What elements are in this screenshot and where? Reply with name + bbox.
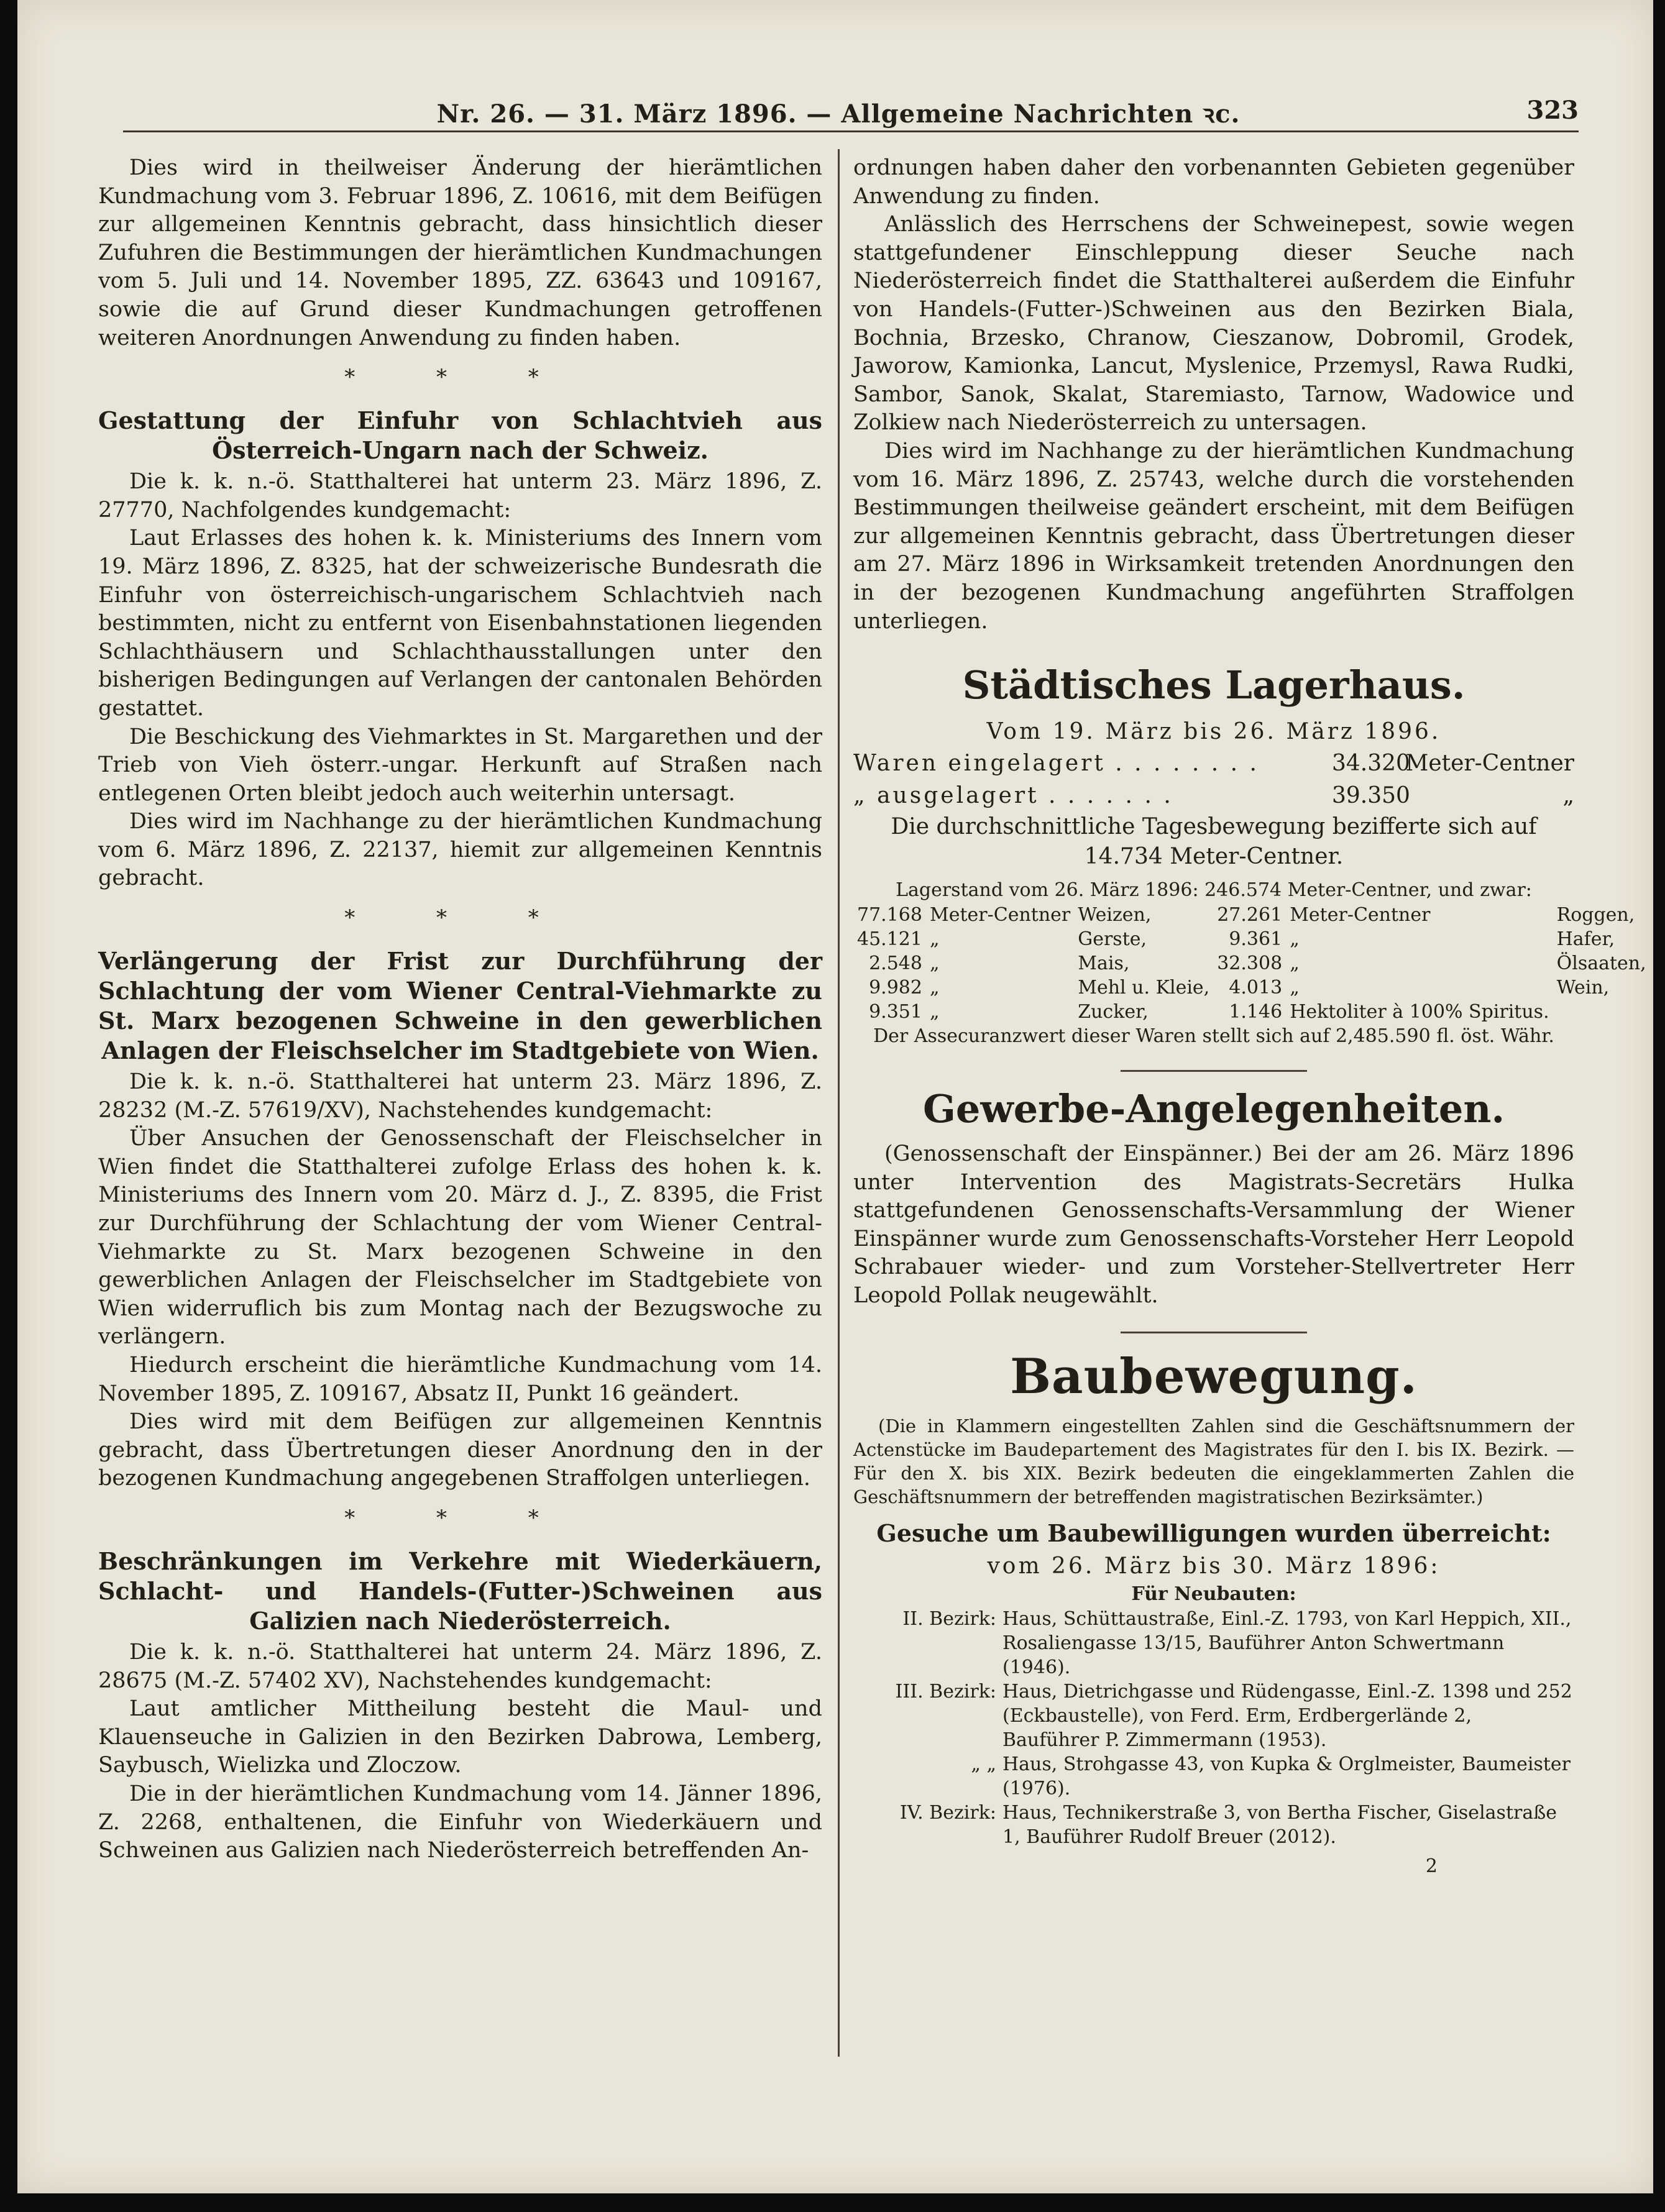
lagerhaus-period: Vom 19. März bis 26. März 1896.	[986, 719, 1441, 745]
avg-value: 14.734 Meter-Centner.	[1084, 844, 1344, 870]
list-item	[853, 1752, 1574, 1801]
table-row	[853, 1000, 1650, 1024]
bau-period: vom 26. März bis 30. März 1896:	[987, 1553, 1441, 1579]
list-item	[853, 1607, 1574, 1680]
section-rule	[1121, 1332, 1307, 1333]
table-cell: Mehl u. Kleie,	[1078, 977, 1210, 999]
table-cell: Gerste,	[1078, 928, 1147, 951]
table-cell: Meter-Centner	[929, 904, 1071, 926]
stat-unit: „	[1562, 783, 1574, 809]
table-cell: Hektoliter à 100% Spiritus.	[1290, 1001, 1549, 1023]
newspaper-page	[17, 0, 1653, 2193]
signature-mark: 2	[1425, 1855, 1438, 1877]
section-separator: * * *	[344, 1505, 576, 1530]
table-cell: „	[929, 953, 940, 975]
table-cell: Roggen,	[1556, 904, 1635, 926]
stat-label: „ ausgelagert . . . . . . .	[853, 783, 1173, 809]
table-cell: 4.013	[1229, 977, 1283, 999]
stat-unit: Meter-Centner	[1405, 751, 1574, 777]
assecuranz-line: Der Assecuranzwert dieser Waren stellt sich auf 2,485.590 fl. öst. Währ.	[873, 1025, 1554, 1048]
bau-note: (Die in Klammern eingestellten Zahlen sind die Geschäftsnummern der Actenstücke im Baudepartement des Magistrates für den I. bis IX. Bezirk. — Für den X. bis XIX. Bezirk bedeuten die eingeklammerten Zahlen die Geschäftsnummern der betreffenden magistratischen Bezirksämter.)	[853, 1415, 1574, 1507]
table-row	[853, 927, 1650, 951]
paragraph: Hiedurch erscheint die hierämtliche Kundmachung vom 14. November 1895, Z. 109167, Absatz II, Punkt 16 geändert.	[98, 1353, 822, 1406]
bau-entries	[853, 1607, 1574, 1849]
stat-label: Waren eingelagert . . . . . . . .	[853, 751, 1259, 777]
paragraph: Die k. k. n.-ö. Statthalterei hat unterm 23. März 1896, Z. 28232 (M.-Z. 57619/XV), Nachstehendes kundgemacht:	[98, 1069, 822, 1123]
section-title-lagerhaus: Städtisches Lagerhaus.	[962, 662, 1465, 708]
header-rule	[123, 130, 1579, 132]
paragraph: Laut amtlicher Mittheilung besteht die Maul- und Klauenseuche in Galizien in den Bezirken Dabrowa, Lemberg, Saybusch, Wielizka und Zloczow.	[98, 1696, 822, 1778]
article-heading: Gestattung der Einfuhr von Schlachtvieh aus Österreich-Ungarn nach der Schweiz.	[98, 406, 822, 465]
article-heading: Beschränkungen im Verkehre mit Wiederkäuern, Schlacht- und Handels-(Futter-)Schweinen aus Galizien nach Niederösterreich.	[98, 1547, 822, 1635]
list-item	[853, 1680, 1574, 1752]
table-cell: Zucker,	[1078, 1001, 1149, 1023]
column-divider	[838, 149, 840, 2057]
table-cell: „	[929, 928, 940, 951]
table-cell: „	[1290, 928, 1300, 951]
table-cell: „	[929, 977, 940, 999]
entry-text: Haus, Strohgasse 43, von Kupka & Orglmeister, Baumeister (1976).	[1002, 1753, 1571, 1799]
table-cell: 45.121	[857, 928, 922, 951]
paragraph: Dies wird im Nachhange zu der hierämtlichen Kundmachung vom 6. März 1896, Z. 22137, hiemit zur allgemeinen Kenntnis gebracht.	[98, 809, 822, 891]
table-cell: 1.146	[1229, 1001, 1283, 1023]
entry-text: Haus, Dietrichgasse und Rüdengasse, Einl.-Z. 1398 und 252 (Eckbaustelle), von Ferd. Erm, Erdbergerlände 2, Bauführer P. Zimmermann (1953).	[1002, 1680, 1572, 1751]
table-cell: 27.261	[1217, 904, 1283, 926]
stat-value: 39.350	[1332, 783, 1410, 809]
right-column	[853, 154, 1646, 1879]
header-title: Nr. 26. — 31. März 1896. — Allgemeine Nachrichten ꝛc.	[436, 99, 1241, 129]
stat-row-eingelagert	[853, 747, 1574, 780]
table-cell: 9.361	[1229, 928, 1283, 951]
paragraph: Über Ansuchen der Genossenschaft der Fleischselcher in Wien findet die Statthalterei zufolge Erlass des hohen k. k. Ministeriums des Innern vom 20. März d. J., Z. 8395, die Frist zur Durchführung der Schlachtung der vom Wiener Central-Viehmarkte zu St. Marx bezogenen Schweine in den gewerblichen Anlagen der Fleischselcher im Stadtgebiete von Wien widerruflich bis zum Montag nach der Bezugswoche zu verlängern.	[98, 1126, 822, 1350]
section-title-gewerbe: Gewerbe-Angelegenheiten.	[922, 1086, 1505, 1132]
paragraph: (Genossenschaft der Einspänner.) Bei der am 26. März 1896 unter Intervention des Magistrats-Secretärs Hulka stattgefundenen Genossenschafts-Versammlung der Wiener Einspänner wurde zum Genossenschafts-Vorsteher Herr Leopold Schrabauer wieder- und zum Vorsteher-Stellvertreter Herr Leopold Pollak neugewählt.	[853, 1141, 1574, 1309]
table-cell: Ölsaaten,	[1556, 953, 1646, 975]
table-cell: 9.982	[869, 977, 922, 999]
table-cell: Wein,	[1556, 977, 1610, 999]
bezirk-label: „ „	[971, 1753, 996, 1775]
table-cell: Meter-Centner	[1290, 904, 1431, 926]
bezirk-label: II. Bezirk:	[902, 1607, 996, 1630]
paragraph: Dies wird im Nachhange zu der hierämtlichen Kundmachung vom 16. März 1896, Z. 25743, welche durch die vorstehenden Bestimmungen theilweise geändert erscheint, mit dem Beifügen zur allgemeinen Kenntnis gebracht, dass Übertretungen dieser am 27. März 1896 in Wirksamkeit tretenden Anordnungen den in der bezogenen Kundmachung angeführten Straffolgen unterliegen.	[853, 438, 1574, 634]
table-cell: Weizen,	[1078, 904, 1152, 926]
section-separator: * * *	[344, 365, 576, 390]
section-rule	[1121, 1070, 1307, 1072]
entry-text: Haus, Schüttaustraße, Einl.-Z. 1793, von Karl Heppich, XII., Rosaliengasse 13/15, Bauführer Anton Schwertmann (1946).	[1002, 1607, 1572, 1678]
stat-row-ausgelagert	[853, 780, 1574, 812]
paragraph: Die k. k. n.-ö. Statthalterei hat unterm 24. März 1896, Z. 28675 (M.-Z. 57402 XV), Nachstehendes kundgemacht:	[98, 1639, 822, 1693]
page-number: 323	[1526, 96, 1579, 125]
table-cell: Mais,	[1078, 953, 1130, 975]
paragraph: Die in der hierämtlichen Kundmachung vom 14. Jänner 1896, Z. 2268, enthaltenen, die Einfuhr von Wiederkäuern und Schweinen aus Galizien nach Niederösterreich betreffenden An-	[98, 1781, 822, 1863]
table-row	[853, 951, 1650, 976]
paragraph: Die k. k. n.-ö. Statthalterei hat unterm 23. März 1896, Z. 27770, Nachfolgendes kundgemacht:	[98, 469, 822, 523]
table-cell	[1553, 1000, 1650, 1024]
table-cell: 9.351	[869, 1001, 922, 1023]
list-item	[853, 1801, 1574, 1849]
section-separator: * * *	[344, 905, 576, 931]
paragraph: Anlässlich des Herrschens der Schweinepest, sowie wegen stattgefundener Einschleppung dieser Seuche nach Niederösterreich findet die Statthalterei außerdem die Einfuhr von Handels-(Futter-)Schweinen aus den Bezirken Biala, Bochnia, Brzesko, Chranow, Cieszanow, Dobromil, Grodek, Jaworow, Kamionka, Lancut, Myslenice, Przemysl, Rawa Rudki, Sambor, Sanok, Skalat, Staremiasto, Tarnow, Wadowice und Zolkiew nach Niederösterreich zu untersagen.	[853, 212, 1574, 436]
lagerstand-line: Lagerstand vom 26. März 1896: 246.574 Meter-Centner, und zwar:	[896, 879, 1532, 902]
table-cell: 2.548	[869, 953, 922, 975]
paragraph: Laut Erlasses des hohen k. k. Ministeriums des Innern vom 19. März 1896, Z. 8325, hat der schweizerische Bundesrath die Einfuhr von österreichisch-ungarischem Schlachtvieh nach bestimmten, nicht zu entfernt von Eisenbahnstationen liegenden Schlachthäusern und Schlachthausstallungen unter den bisherigen Bedingungen auf Verlangen der cantonalen Behörden gestattet.	[98, 526, 822, 721]
bau-neubauten: Für Neubauten:	[1131, 1583, 1296, 1605]
avg-line: Die durchschnittliche Tagesbewegung bezifferte sich auf	[891, 814, 1537, 840]
bezirk-label: IV. Bezirk:	[899, 1801, 996, 1824]
page-header	[98, 87, 1579, 137]
table-row	[853, 903, 1650, 927]
table-cell: Hafer,	[1556, 928, 1615, 951]
paragraph: Dies wird mit dem Beifügen zur allgemeinen Kenntnis gebracht, dass Übertretungen dieser Anordnung den in der bezogenen Kundmachung angegebenen Straffolgen unterliegen.	[98, 1409, 822, 1491]
paragraph: Die Beschickung des Viehmarktes in St. Margarethen und der Trieb von Vieh österr.-ungar. Herkunft auf Straßen nach entlegenen Orten bleibt jedoch auch weiterhin untersagt.	[98, 724, 822, 806]
table-cell: „	[1290, 977, 1300, 999]
paragraph: ordnungen haben daher den vorbenannten Gebieten gegenüber Anwendung zu finden.	[853, 155, 1574, 209]
article-heading: Verlängerung der Frist zur Durchführung der Schlachtung der vom Wiener Central-Viehmarkte zu St. Marx bezogenen Schweine in den gewerblichen Anlagen der Fleischselcher im Stadtgebiete von Wien.	[98, 947, 822, 1065]
table-cell: „	[1290, 953, 1300, 975]
table-cell: 77.168	[857, 904, 922, 926]
bezirk-label: III. Bezirk:	[895, 1680, 996, 1702]
table-row	[853, 976, 1650, 1000]
left-column	[98, 154, 822, 1865]
section-title-bau: Baubewegung.	[1010, 1348, 1418, 1405]
paragraph: Dies wird in theilweiser Änderung der hierämtlichen Kundmachung vom 3. Februar 1896, Z. 10616, mit dem Beifügen zur allgemeinen Kenntnis gebracht, dass hinsichtlich dieser Zufuhren die Bestimmungen der hierämtlichen Kundmachungen vom 5. Juli und 14. November 1895, ZZ. 63643 und 109167, sowie die auf Grund dieser Kundmachungen getroffenen weiteren Anordnungen Anwendung zu finden haben.	[98, 155, 822, 350]
lagerstand-table	[853, 903, 1650, 1024]
bau-subheading: Gesuche um Baubewilligungen wurden überreicht:	[876, 1519, 1551, 1547]
stat-value: 34.320	[1332, 751, 1410, 777]
table-cell: „	[929, 1001, 940, 1023]
table-cell: 32.308	[1217, 953, 1283, 975]
entry-text: Haus, Technikerstraße 3, von Bertha Fischer, Giselastraße 1, Bauführer Rudolf Breuer (2012).	[1002, 1801, 1557, 1848]
